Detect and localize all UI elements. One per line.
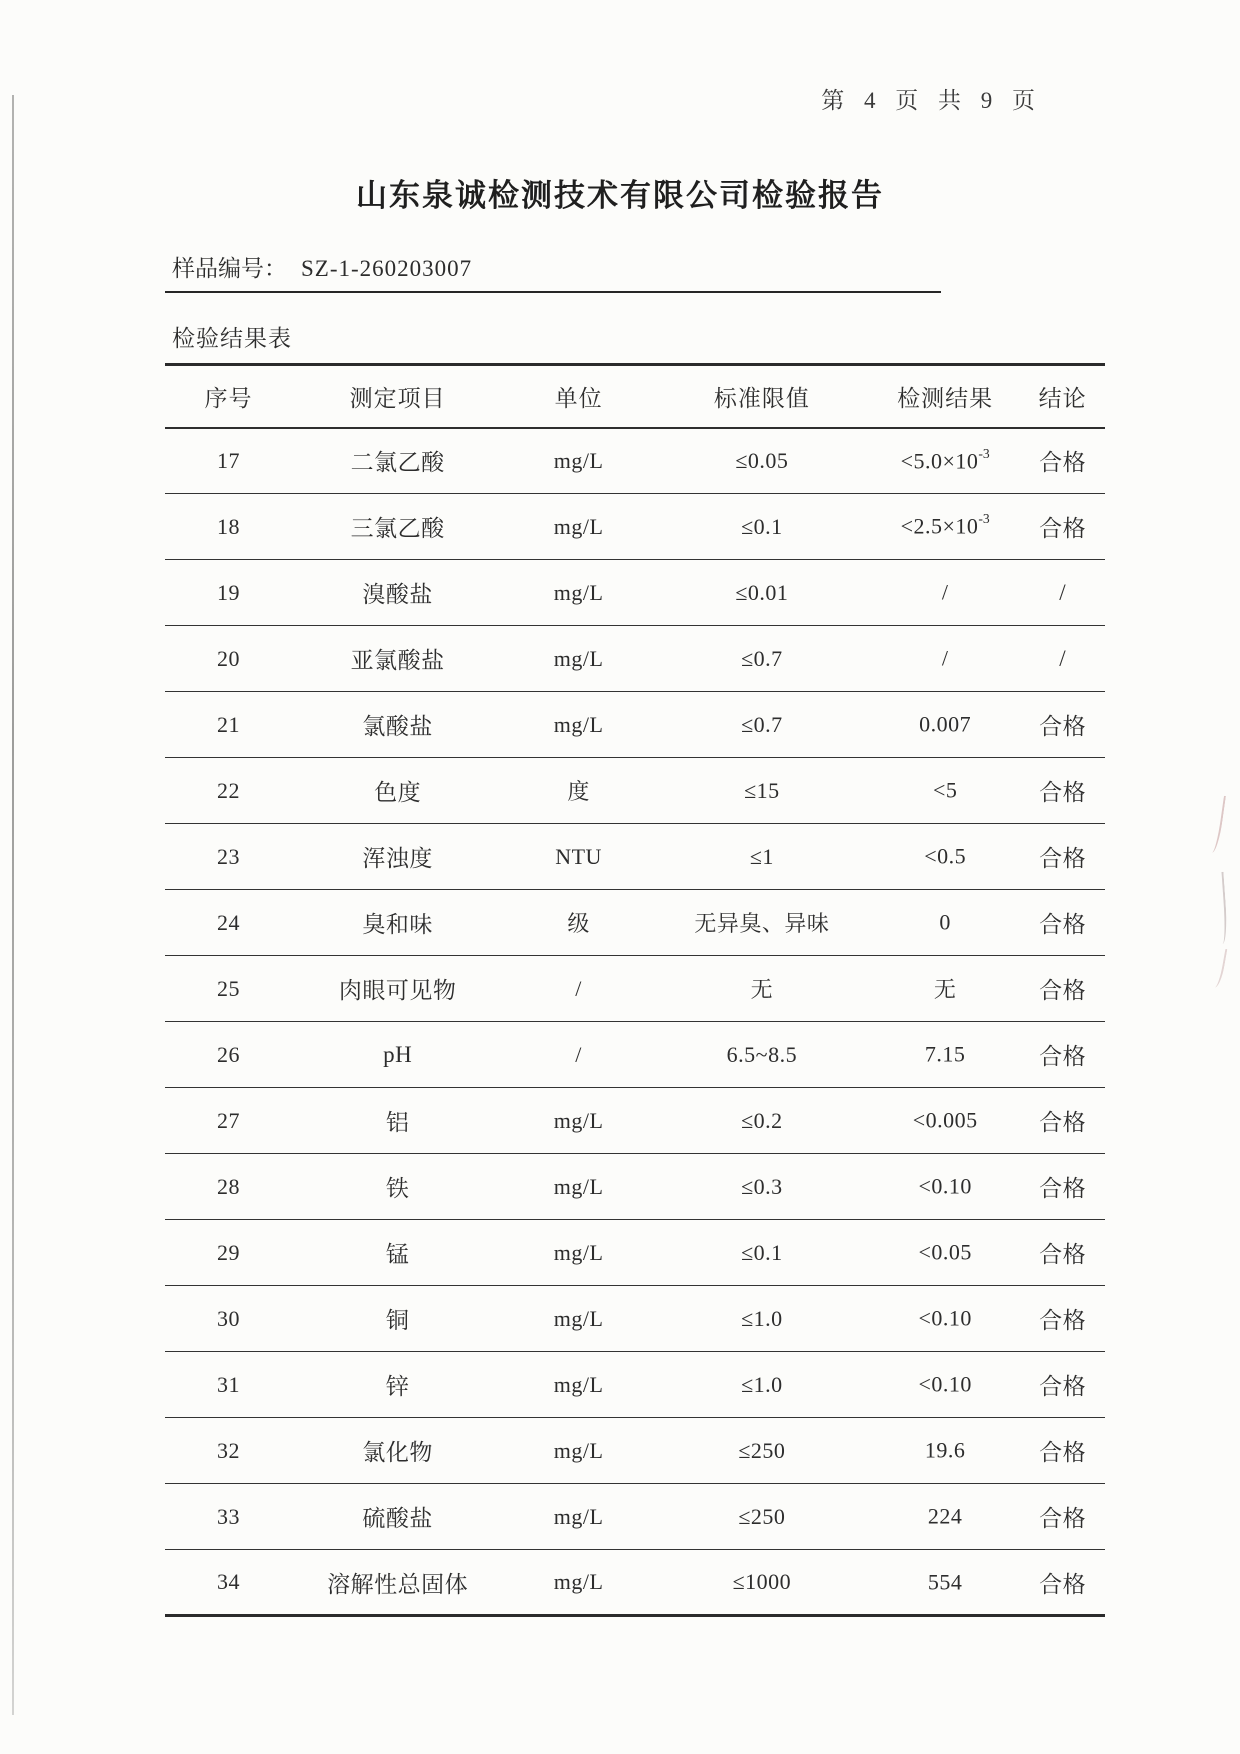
cell-result: <0.005 (870, 1088, 1020, 1154)
cell-item: pH (292, 1022, 504, 1088)
cell-unit: mg/L (503, 560, 653, 626)
cell-limit: ≤1 (654, 824, 870, 890)
cell-item: 氯化物 (292, 1418, 504, 1484)
cell-conclusion: 合格 (1020, 1352, 1105, 1418)
cell-item: 二氯乙酸 (292, 428, 504, 494)
cell-item: 溶解性总固体 (292, 1550, 504, 1616)
cell-limit: ≤15 (654, 758, 870, 824)
results-table-header (165, 365, 1105, 428)
cell-limit: ≤0.2 (654, 1088, 870, 1154)
column-header-conclusion: 结论 (1020, 365, 1105, 428)
cell-no: 28 (165, 1154, 292, 1220)
cell-item: 铝 (292, 1088, 504, 1154)
cell-conclusion: 合格 (1020, 1154, 1105, 1220)
column-header-result: 检测结果 (870, 365, 1020, 428)
table-row (165, 758, 1105, 824)
cell-result: 224 (870, 1484, 1020, 1550)
cell-item: 浑浊度 (292, 824, 504, 890)
cell-item: 锰 (292, 1220, 504, 1286)
cell-unit: mg/L (503, 494, 653, 560)
column-header-unit: 单位 (503, 365, 653, 428)
cell-unit: / (503, 956, 653, 1022)
table-row (165, 1550, 1105, 1616)
ink-bleed-mark (1208, 795, 1226, 854)
cell-conclusion: 合格 (1020, 758, 1105, 824)
cell-unit: mg/L (503, 1154, 653, 1220)
cell-limit: 无异臭、异味 (654, 890, 870, 956)
cell-limit: ≤250 (654, 1484, 870, 1550)
cell-item: 亚氯酸盐 (292, 626, 504, 692)
cell-no: 30 (165, 1286, 292, 1352)
cell-conclusion: 合格 (1020, 824, 1105, 890)
cell-conclusion: 合格 (1020, 1022, 1105, 1088)
cell-no: 25 (165, 956, 292, 1022)
cell-item: 色度 (292, 758, 504, 824)
cell-no: 17 (165, 428, 292, 494)
cell-limit: ≤0.05 (654, 428, 870, 494)
results-table-body (165, 428, 1105, 1616)
cell-limit: ≤0.3 (654, 1154, 870, 1220)
cell-result: 无 (870, 956, 1020, 1022)
cell-unit: mg/L (503, 692, 653, 758)
cell-conclusion: 合格 (1020, 890, 1105, 956)
table-row (165, 692, 1105, 758)
cell-unit: / (503, 1022, 653, 1088)
cell-no: 18 (165, 494, 292, 560)
cell-result: 554 (870, 1550, 1020, 1616)
table-row (165, 1286, 1105, 1352)
cell-unit: 级 (503, 890, 653, 956)
cell-item: 臭和味 (292, 890, 504, 956)
table-row (165, 1088, 1105, 1154)
cell-no: 27 (165, 1088, 292, 1154)
table-row (165, 1352, 1105, 1418)
cell-conclusion: 合格 (1020, 956, 1105, 1022)
cell-no: 24 (165, 890, 292, 956)
cell-result: <0.10 (870, 1154, 1020, 1220)
cell-unit: mg/L (503, 626, 653, 692)
cell-limit: ≤250 (654, 1418, 870, 1484)
table-row (165, 1484, 1105, 1550)
table-row (165, 494, 1105, 560)
cell-item: 铁 (292, 1154, 504, 1220)
table-row (165, 824, 1105, 890)
cell-result: $<2.5\times 10^{-3}$ (870, 494, 1020, 560)
table-row (165, 956, 1105, 1022)
cell-item: 肉眼可见物 (292, 956, 504, 1022)
cell-unit: mg/L (503, 1286, 653, 1352)
scan-edge-line (12, 95, 14, 1715)
cell-unit: mg/L (503, 1550, 653, 1616)
cell-item: 氯酸盐 (292, 692, 504, 758)
cell-limit: 无 (654, 956, 870, 1022)
cell-conclusion: 合格 (1020, 1484, 1105, 1550)
cell-conclusion: 合格 (1020, 692, 1105, 758)
cell-result: <0.05 (870, 1220, 1020, 1286)
cell-conclusion: 合格 (1020, 1220, 1105, 1286)
cell-item: 铜 (292, 1286, 504, 1352)
cell-limit: ≤0.01 (654, 560, 870, 626)
report-title: 山东泉诚检测技术有限公司检验报告 (356, 178, 884, 213)
cell-item: 硫酸盐 (292, 1484, 504, 1550)
cell-limit: 6.5~8.5 (654, 1022, 870, 1088)
cell-result: / (870, 560, 1020, 626)
cell-result: <0.5 (870, 824, 1020, 890)
cell-no: 21 (165, 692, 292, 758)
results-table (165, 363, 1105, 1617)
cell-no: 23 (165, 824, 292, 890)
table-row (165, 428, 1105, 494)
sample-number-line (172, 250, 472, 283)
cell-no: 26 (165, 1022, 292, 1088)
column-header-item: 测定项目 (292, 365, 504, 428)
cell-conclusion: 合格 (1020, 428, 1105, 494)
cell-no: 33 (165, 1484, 292, 1550)
sample-number-label: 样品编号： (172, 256, 287, 281)
cell-unit: mg/L (503, 428, 653, 494)
ink-bleed-mark (1214, 872, 1229, 945)
results-table-caption: 检验结果表 (172, 326, 292, 351)
cell-no: 20 (165, 626, 292, 692)
cell-unit: mg/L (503, 1352, 653, 1418)
cell-limit: ≤0.1 (654, 494, 870, 560)
cell-conclusion: 合格 (1020, 1550, 1105, 1616)
cell-no: 32 (165, 1418, 292, 1484)
ink-bleed-mark (1211, 947, 1228, 988)
cell-limit: ≤0.7 (654, 626, 870, 692)
cell-limit: ≤0.7 (654, 692, 870, 758)
table-row (165, 1220, 1105, 1286)
cell-result: <0.10 (870, 1352, 1020, 1418)
cell-limit: ≤0.1 (654, 1220, 870, 1286)
column-header-limit: 标准限值 (654, 365, 870, 428)
table-row (165, 560, 1105, 626)
cell-no: 34 (165, 1550, 292, 1616)
cell-conclusion: / (1020, 626, 1105, 692)
cell-result: <0.10 (870, 1286, 1020, 1352)
cell-no: 22 (165, 758, 292, 824)
cell-conclusion: 合格 (1020, 1088, 1105, 1154)
cell-unit: mg/L (503, 1418, 653, 1484)
cell-unit: NTU (503, 824, 653, 890)
cell-unit: mg/L (503, 1088, 653, 1154)
sample-number-underline (165, 291, 941, 293)
cell-unit: 度 (503, 758, 653, 824)
cell-result: / (870, 626, 1020, 692)
table-row (165, 1154, 1105, 1220)
cell-conclusion: 合格 (1020, 1286, 1105, 1352)
table-row (165, 626, 1105, 692)
cell-result: 7.15 (870, 1022, 1020, 1088)
cell-no: 29 (165, 1220, 292, 1286)
cell-no: 31 (165, 1352, 292, 1418)
cell-result: 19.6 (870, 1418, 1020, 1484)
cell-limit: ≤1000 (654, 1550, 870, 1616)
cell-result: $<5.0\times 10^{-3}$ (870, 428, 1020, 494)
cell-conclusion: 合格 (1020, 494, 1105, 560)
page-indicator: 第 4 页 共 9 页 (821, 88, 1042, 113)
cell-result: 0.007 (870, 692, 1020, 758)
cell-no: 19 (165, 560, 292, 626)
cell-unit: mg/L (503, 1220, 653, 1286)
cell-conclusion: 合格 (1020, 1418, 1105, 1484)
cell-item: 锌 (292, 1352, 504, 1418)
cell-item: 三氯乙酸 (292, 494, 504, 560)
cell-unit: mg/L (503, 1484, 653, 1550)
cell-limit: ≤1.0 (654, 1286, 870, 1352)
cell-item: 溴酸盐 (292, 560, 504, 626)
table-row (165, 1022, 1105, 1088)
cell-result: 0 (870, 890, 1020, 956)
table-row (165, 1418, 1105, 1484)
sample-number-value: SZ-1-260203007 (301, 256, 473, 281)
cell-conclusion: / (1020, 560, 1105, 626)
cell-result: <5 (870, 758, 1020, 824)
cell-limit: ≤1.0 (654, 1352, 870, 1418)
table-row (165, 890, 1105, 956)
column-header-no: 序号 (165, 365, 292, 428)
